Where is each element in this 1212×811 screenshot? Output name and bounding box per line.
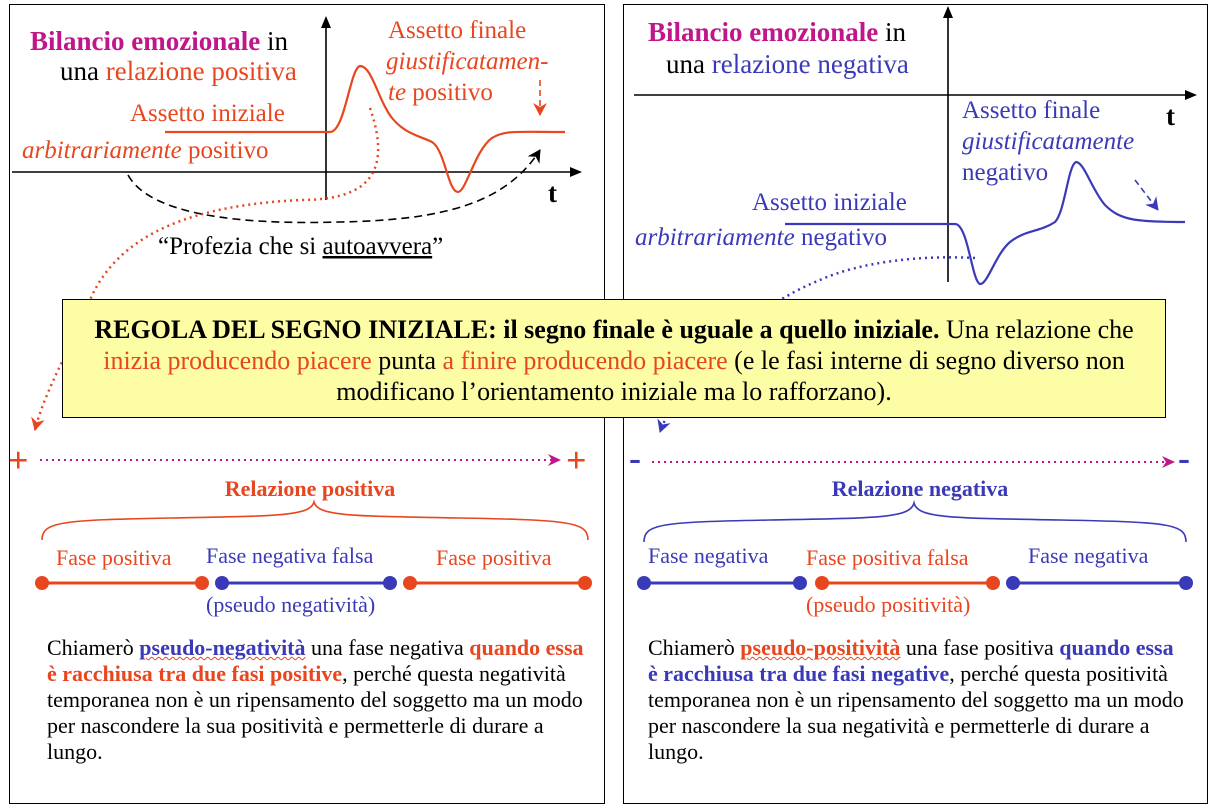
right-initial-line2: arbitrariamente negativo bbox=[635, 224, 888, 251]
left-phase-1: Fase positiva bbox=[56, 545, 172, 570]
left-desc-clause: quando essa è racchiusa tra due fasi positive bbox=[47, 635, 584, 686]
left-relation-label: Relazione positiva bbox=[224, 476, 396, 501]
left-final-line2: giustificatamen- bbox=[386, 48, 549, 75]
left-final-line1: Assetto finale bbox=[388, 17, 527, 44]
right-desc-term: pseudo-positività bbox=[740, 635, 901, 660]
left-sign-start: + bbox=[8, 440, 29, 480]
left-title-line1: Bilancio emozionale in bbox=[30, 26, 288, 56]
left-desc-pre: Chiamerò bbox=[47, 635, 140, 660]
right-initial-line1: Assetto iniziale bbox=[752, 189, 907, 216]
right-axis-t-label: t bbox=[1166, 101, 1175, 131]
right-phase-3: Fase negativa bbox=[1028, 543, 1149, 568]
left-desc-post: , perché questa negatività temporanea non è un ripensamento del soggetto ma un modo per nascondere la sua positività e permetterle di durare a lungo. bbox=[47, 661, 583, 764]
right-desc-clause: quando essa è racchiusa tra due fasi negative bbox=[648, 635, 1174, 686]
left-title-line2: una relazione positiva bbox=[60, 56, 297, 86]
rule-text-2: punta bbox=[371, 346, 443, 375]
right-phase-1: Fase negativa bbox=[648, 543, 769, 568]
right-desc-pre: Chiamerò bbox=[648, 635, 741, 660]
right-title-line2: una relazione negativa bbox=[666, 49, 909, 79]
left-initial-line1: Assetto iniziale bbox=[130, 100, 285, 127]
rule-highlight-2: a finire producendo piacere bbox=[442, 346, 728, 375]
right-final-line3: negativo bbox=[962, 159, 1049, 186]
left-final-line3: te positivo bbox=[388, 79, 493, 106]
right-final-pointer-arrow bbox=[1135, 180, 1158, 210]
right-final-line2: giustificatamente bbox=[962, 128, 1135, 155]
left-initial-line2: arbitrariamente positivo bbox=[22, 137, 269, 164]
left-phase-2: Fase negativa falsa bbox=[206, 543, 374, 568]
left-brace bbox=[42, 502, 588, 540]
right-sign-end: - bbox=[1178, 438, 1190, 478]
rule-title: REGOLA DEL SEGNO INIZIALE: il segno finale è uguale a quello iniziale. bbox=[94, 315, 940, 344]
left-desc-mid: una fase negativa bbox=[305, 635, 470, 660]
left-desc-term: pseudo-negatività bbox=[139, 635, 306, 660]
rule-text-1: Una relazione che bbox=[939, 315, 1134, 344]
rule-box bbox=[62, 299, 1166, 418]
rule-text-3: (e le fasi interne di segno diverso non modificano l’orientamento iniziale ma lo rafforzano). bbox=[336, 346, 1125, 406]
rule-highlight-1: inizia producendo piacere bbox=[103, 346, 372, 375]
left-phase-3: Fase positiva bbox=[436, 545, 552, 570]
left-sign-end: + bbox=[566, 440, 587, 480]
left-axis-t-label: t bbox=[548, 178, 557, 208]
right-brace bbox=[644, 503, 1186, 542]
left-prophecy-label: “Profezia che si autoavvera” bbox=[158, 233, 444, 260]
right-description bbox=[648, 635, 1188, 765]
right-sign-start: - bbox=[629, 438, 641, 478]
right-phase-timeline bbox=[637, 576, 1193, 590]
right-pseudo-label: (pseudo positività) bbox=[806, 592, 971, 617]
right-desc-post: , perché questa positività temporanea non è un ripensamento del soggetto ma un modo per nascondere la sua negatività e permetterle di durare a lungo. bbox=[648, 661, 1184, 764]
left-pseudo-label: (pseudo negatività) bbox=[206, 592, 376, 617]
left-phase-timeline bbox=[35, 576, 592, 590]
right-final-line1: Assetto finale bbox=[962, 97, 1101, 124]
right-desc-mid: una fase positiva bbox=[900, 635, 1060, 660]
left-description bbox=[47, 635, 587, 765]
right-relation-label: Relazione negativa bbox=[831, 476, 1009, 501]
right-title-line1: Bilancio emozionale in bbox=[648, 17, 906, 47]
right-phase-2: Fase positiva falsa bbox=[806, 545, 969, 570]
